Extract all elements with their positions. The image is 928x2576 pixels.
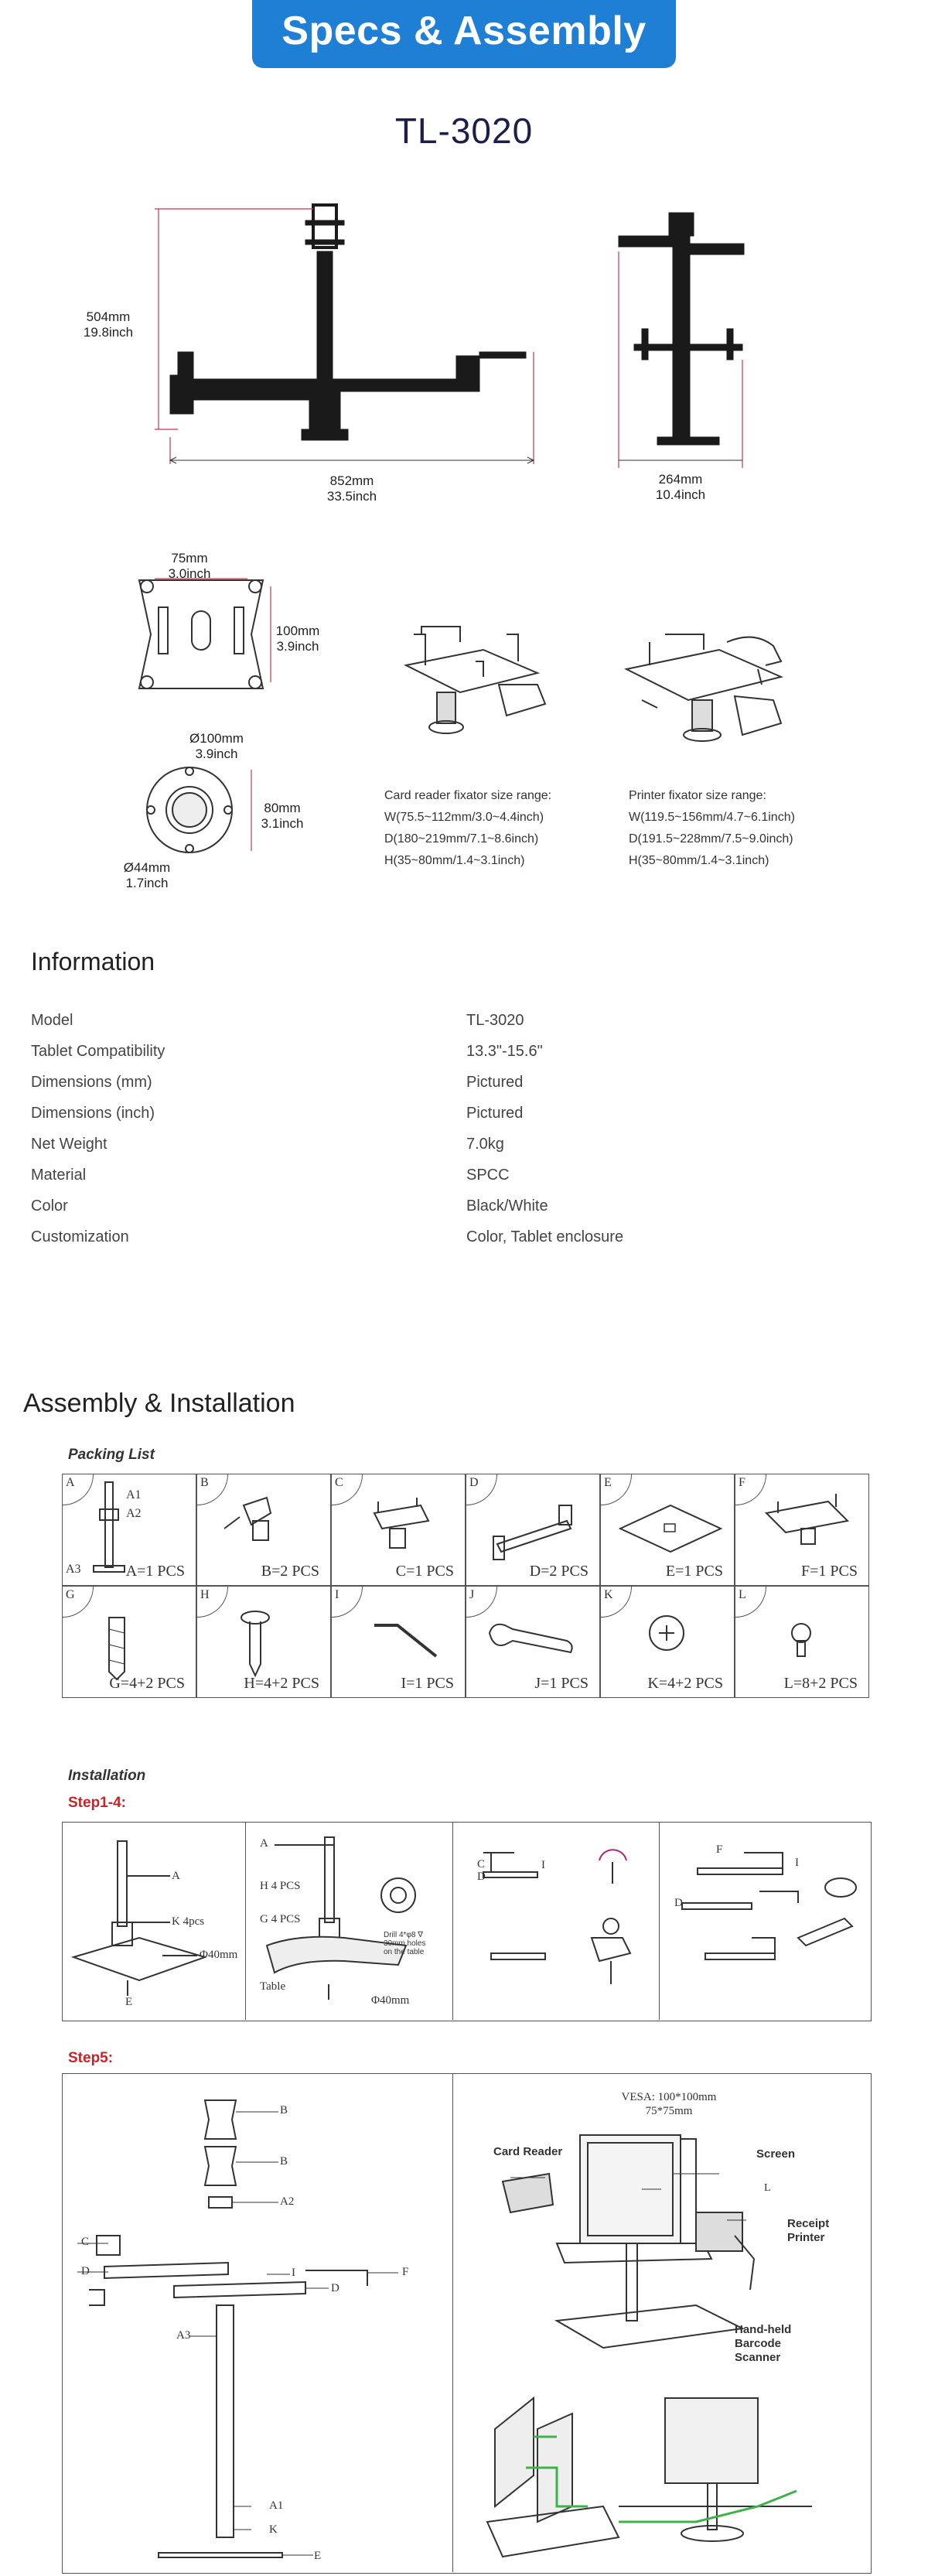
step5-assembled-drawing bbox=[464, 2104, 858, 2568]
step1-label-k: K 4pcs bbox=[172, 1915, 205, 1928]
packing-item-quantity: C=1 PCS bbox=[395, 1563, 454, 1580]
info-row-weight bbox=[31, 1129, 897, 1160]
packing-item-quantity: H=4+2 PCS bbox=[244, 1675, 319, 1692]
packing-item-letter: H bbox=[200, 1588, 210, 1601]
packing-item-c bbox=[331, 1474, 466, 1586]
step1-arm-drawing bbox=[460, 1830, 653, 2015]
scanner-line: Scanner bbox=[735, 2351, 781, 2364]
hole-dia-mm: Ø44mm bbox=[123, 860, 171, 875]
step5-label-b1: B bbox=[280, 2104, 288, 2116]
step1-base-drawing bbox=[70, 1830, 240, 2015]
vesa-small-dimension bbox=[162, 551, 217, 582]
packing-item-k bbox=[600, 1586, 735, 1698]
allen-key-icon bbox=[332, 1587, 463, 1683]
printer-depth: D(191.5~228mm/7.5~9.0inch) bbox=[629, 832, 793, 846]
step5-label-c: C bbox=[81, 2236, 90, 2248]
printer-holder-icon bbox=[735, 1474, 867, 1571]
card-reader-holder-icon bbox=[332, 1474, 463, 1571]
packing-item-letter: K bbox=[604, 1588, 613, 1601]
info-key: Model bbox=[31, 1012, 73, 1029]
printer-title: Printer fixator size range: bbox=[629, 789, 766, 802]
packing-item-quantity: D=2 PCS bbox=[529, 1563, 589, 1580]
packing-item-letter: G bbox=[66, 1588, 75, 1601]
section-banner: Specs & Assembly bbox=[252, 0, 676, 68]
packing-item-quantity: J=1 PCS bbox=[534, 1675, 589, 1692]
packing-item-letter: D bbox=[469, 1476, 479, 1489]
depth-inch: 10.4inch bbox=[655, 487, 706, 502]
step5-label-d2: D bbox=[331, 2282, 339, 2294]
info-value: 13.3"-15.6" bbox=[466, 1043, 543, 1060]
step1-label-a2: A bbox=[260, 1837, 268, 1850]
information-heading: Information bbox=[31, 948, 155, 975]
info-row-customization bbox=[31, 1222, 897, 1253]
step1-label-e: E bbox=[125, 1996, 133, 2008]
step5-label-e: E bbox=[314, 2550, 322, 2562]
height-inch: 19.8inch bbox=[83, 325, 134, 340]
printer-width: W(119.5~156mm/4.7~6.1inch) bbox=[629, 811, 795, 824]
vesa-note-line: 75*75mm bbox=[645, 2105, 693, 2117]
vesa-small-mm: 75mm bbox=[171, 551, 208, 565]
step1-label-table: Table bbox=[260, 1980, 286, 1993]
printer-height: H(35~80mm/1.4~3.1inch) bbox=[629, 854, 769, 867]
step1-label-f: F bbox=[716, 1843, 723, 1856]
bolt-icon bbox=[601, 1587, 732, 1683]
hole-diameter-dimension bbox=[116, 860, 178, 891]
packing-item-a bbox=[62, 1474, 196, 1586]
packing-list-label: Packing List bbox=[68, 1447, 155, 1463]
card-reader-width: W(75.5~112mm/3.0~4.4inch) bbox=[384, 811, 544, 824]
packing-item-letter: J bbox=[469, 1588, 475, 1601]
printer-holder-drawing bbox=[619, 623, 797, 762]
anchor-icon bbox=[63, 1587, 194, 1683]
packing-item-letter: A bbox=[66, 1476, 75, 1489]
packing-item-i bbox=[331, 1586, 466, 1698]
packing-item-letter: B bbox=[200, 1476, 209, 1489]
step1-label-phi2: Φ40mm bbox=[371, 1994, 410, 2007]
packing-item-h bbox=[196, 1586, 331, 1698]
packing-item-quantity: L=8+2 PCS bbox=[783, 1675, 858, 1692]
info-key: Dimensions (mm) bbox=[31, 1074, 152, 1091]
side-view-drawing bbox=[611, 205, 804, 468]
step5-label-b2: B bbox=[280, 2155, 288, 2168]
base-dia-mm: Ø100mm bbox=[189, 731, 244, 746]
small-screw-icon bbox=[735, 1587, 867, 1683]
packing-item-j bbox=[466, 1586, 600, 1698]
info-value: TL-3020 bbox=[466, 1012, 524, 1029]
receipt-printer-line: Receipt bbox=[787, 2217, 830, 2230]
card-reader-specs bbox=[384, 785, 601, 872]
info-value: Pictured bbox=[466, 1105, 524, 1122]
width-mm: 852mm bbox=[329, 473, 374, 488]
info-key: Dimensions (inch) bbox=[31, 1105, 155, 1122]
info-value: 7.0kg bbox=[466, 1136, 504, 1153]
base-flange-drawing bbox=[135, 754, 267, 870]
card-reader-holder-drawing bbox=[391, 619, 553, 750]
info-row-tablet bbox=[31, 1037, 897, 1068]
vesa-bracket-icon bbox=[197, 1474, 329, 1571]
step1-label-i2: I bbox=[795, 1857, 799, 1869]
drill-note-line: 30mm holes bbox=[384, 1939, 426, 1948]
step5-label-a3: A3 bbox=[176, 2329, 191, 2342]
packing-item-e bbox=[600, 1474, 735, 1586]
height-dimension bbox=[77, 309, 139, 340]
base-h-mm: 80mm bbox=[264, 801, 301, 815]
info-key: Tablet Compatibility bbox=[31, 1043, 165, 1060]
height-mm: 504mm bbox=[86, 309, 131, 324]
info-row-material bbox=[31, 1160, 897, 1191]
packing-item-l bbox=[735, 1586, 869, 1698]
scanner-line: Barcode bbox=[735, 2337, 782, 2350]
packing-item-letter: C bbox=[335, 1476, 343, 1489]
printer-specs bbox=[629, 785, 861, 872]
step1-label-a: A bbox=[172, 1870, 180, 1882]
vesa-large-dimension bbox=[271, 624, 325, 654]
width-dimension bbox=[309, 473, 394, 504]
base-h-inch: 3.1inch bbox=[261, 816, 304, 831]
step1-label-d2: D bbox=[674, 1897, 683, 1909]
packing-item-letter: F bbox=[739, 1476, 745, 1489]
step1-drill-note bbox=[384, 1931, 425, 1956]
front-view-drawing bbox=[147, 197, 549, 483]
receipt-printer-line: Printer bbox=[787, 2231, 825, 2244]
packing-item-quantity: A=1 PCS bbox=[125, 1563, 185, 1580]
info-key: Net Weight bbox=[31, 1136, 107, 1153]
vesa-note-line: VESA: 100*100mm bbox=[621, 2091, 717, 2103]
drill-note-line: Drill 4*φ8 ∇ bbox=[384, 1931, 423, 1939]
step5-divider bbox=[452, 2073, 453, 2572]
packing-item-quantity: G=4+2 PCS bbox=[109, 1675, 185, 1692]
packing-item-quantity: B=2 PCS bbox=[261, 1563, 319, 1580]
width-inch: 33.5inch bbox=[326, 489, 377, 504]
base-dia-inch: 3.9inch bbox=[195, 746, 238, 761]
step5-vesa-note bbox=[615, 2090, 723, 2118]
packing-sublabel: A3 bbox=[66, 1563, 81, 1576]
wrench-icon bbox=[466, 1587, 598, 1683]
card-reader-depth: D(180~219mm/7.1~8.6inch) bbox=[384, 832, 539, 846]
assembly-heading: Assembly & Installation bbox=[23, 1389, 295, 1418]
step5-label-i: I bbox=[292, 2267, 295, 2279]
card-reader-title: Card reader fixator size range: bbox=[384, 789, 552, 802]
base-diameter-dimension bbox=[182, 731, 251, 762]
info-row-color bbox=[31, 1191, 897, 1222]
packing-item-quantity: K=4+2 PCS bbox=[647, 1675, 723, 1692]
step1-label-c: C bbox=[477, 1858, 486, 1871]
vesa-large-mm: 100mm bbox=[275, 624, 320, 638]
installation-label: Installation bbox=[68, 1768, 146, 1784]
info-row-dim-mm bbox=[31, 1068, 897, 1098]
depth-mm: 264mm bbox=[658, 472, 703, 487]
step1-label-i: I bbox=[541, 1859, 545, 1871]
drill-note-line: on the table bbox=[384, 1948, 425, 1956]
base-plate-icon bbox=[601, 1474, 732, 1571]
step5-label-k: K bbox=[269, 2523, 278, 2536]
vesa-plate-drawing bbox=[124, 572, 278, 704]
scanner-line: Hand-held bbox=[735, 2323, 792, 2336]
step5-exploded-drawing bbox=[73, 2089, 445, 2568]
packing-item-g bbox=[62, 1586, 196, 1698]
info-value: Pictured bbox=[466, 1074, 524, 1091]
info-key: Material bbox=[31, 1167, 87, 1184]
packing-item-d bbox=[466, 1474, 600, 1586]
packing-item-letter: I bbox=[335, 1588, 339, 1601]
packing-item-letter: L bbox=[739, 1588, 746, 1601]
packing-item-letter: E bbox=[604, 1476, 612, 1489]
packing-item-quantity: I=1 PCS bbox=[401, 1675, 454, 1692]
info-row-model bbox=[31, 1006, 897, 1037]
page-title: TL-3020 bbox=[394, 111, 534, 151]
step1-divider bbox=[245, 1822, 246, 2020]
step1-label-d: D bbox=[477, 1871, 486, 1883]
step1-label-g: G 4 PCS bbox=[260, 1913, 301, 1925]
hole-dia-inch: 1.7inch bbox=[125, 876, 169, 890]
packing-item-f bbox=[735, 1474, 869, 1586]
info-key: Customization bbox=[31, 1228, 129, 1245]
info-row-dim-inch bbox=[31, 1098, 897, 1129]
packing-item-quantity: F=1 PCS bbox=[801, 1563, 858, 1580]
depth-dimension bbox=[634, 472, 727, 503]
info-key: Color bbox=[31, 1197, 68, 1215]
step1-label: Step1-4: bbox=[68, 1795, 126, 1811]
step1-printer-drawing bbox=[667, 1830, 868, 2015]
card-reader-height: H(35~80mm/1.4~3.1inch) bbox=[384, 854, 525, 867]
packing-sublabel: A1 bbox=[126, 1488, 142, 1502]
base-height-dimension bbox=[255, 801, 309, 832]
vesa-large-inch: 3.9inch bbox=[276, 639, 319, 654]
vesa-small-inch: 3.0inch bbox=[168, 566, 211, 581]
packing-item-b bbox=[196, 1474, 331, 1586]
step5-scanner-label bbox=[735, 2323, 791, 2365]
step1-label-h: H 4 PCS bbox=[260, 1880, 301, 1892]
step5-label-d1: D bbox=[81, 2265, 90, 2277]
step5-screen-label: Screen bbox=[756, 2147, 796, 2161]
packing-sublabel: A2 bbox=[126, 1507, 142, 1520]
info-value: SPCC bbox=[466, 1167, 510, 1184]
step5-label-f: F bbox=[402, 2266, 409, 2278]
step5-label-a1: A1 bbox=[269, 2499, 284, 2512]
info-value: Black/White bbox=[466, 1197, 548, 1215]
step5-l-label: L bbox=[764, 2182, 771, 2194]
step1-label-phi: Φ40mm bbox=[200, 1949, 238, 1961]
info-value: Color, Tablet enclosure bbox=[466, 1228, 624, 1245]
step5-receipt-printer-label bbox=[787, 2217, 829, 2245]
packing-item-quantity: E=1 PCS bbox=[665, 1563, 723, 1580]
step1-divider bbox=[452, 1822, 453, 2020]
step5-card-reader-label: Card Reader bbox=[493, 2145, 563, 2158]
arm-icon bbox=[466, 1474, 598, 1571]
step5-label-a2: A2 bbox=[280, 2195, 295, 2208]
step1-divider bbox=[659, 1822, 660, 2020]
screw-icon bbox=[197, 1587, 329, 1683]
step5-label: Step5: bbox=[68, 2050, 114, 2066]
